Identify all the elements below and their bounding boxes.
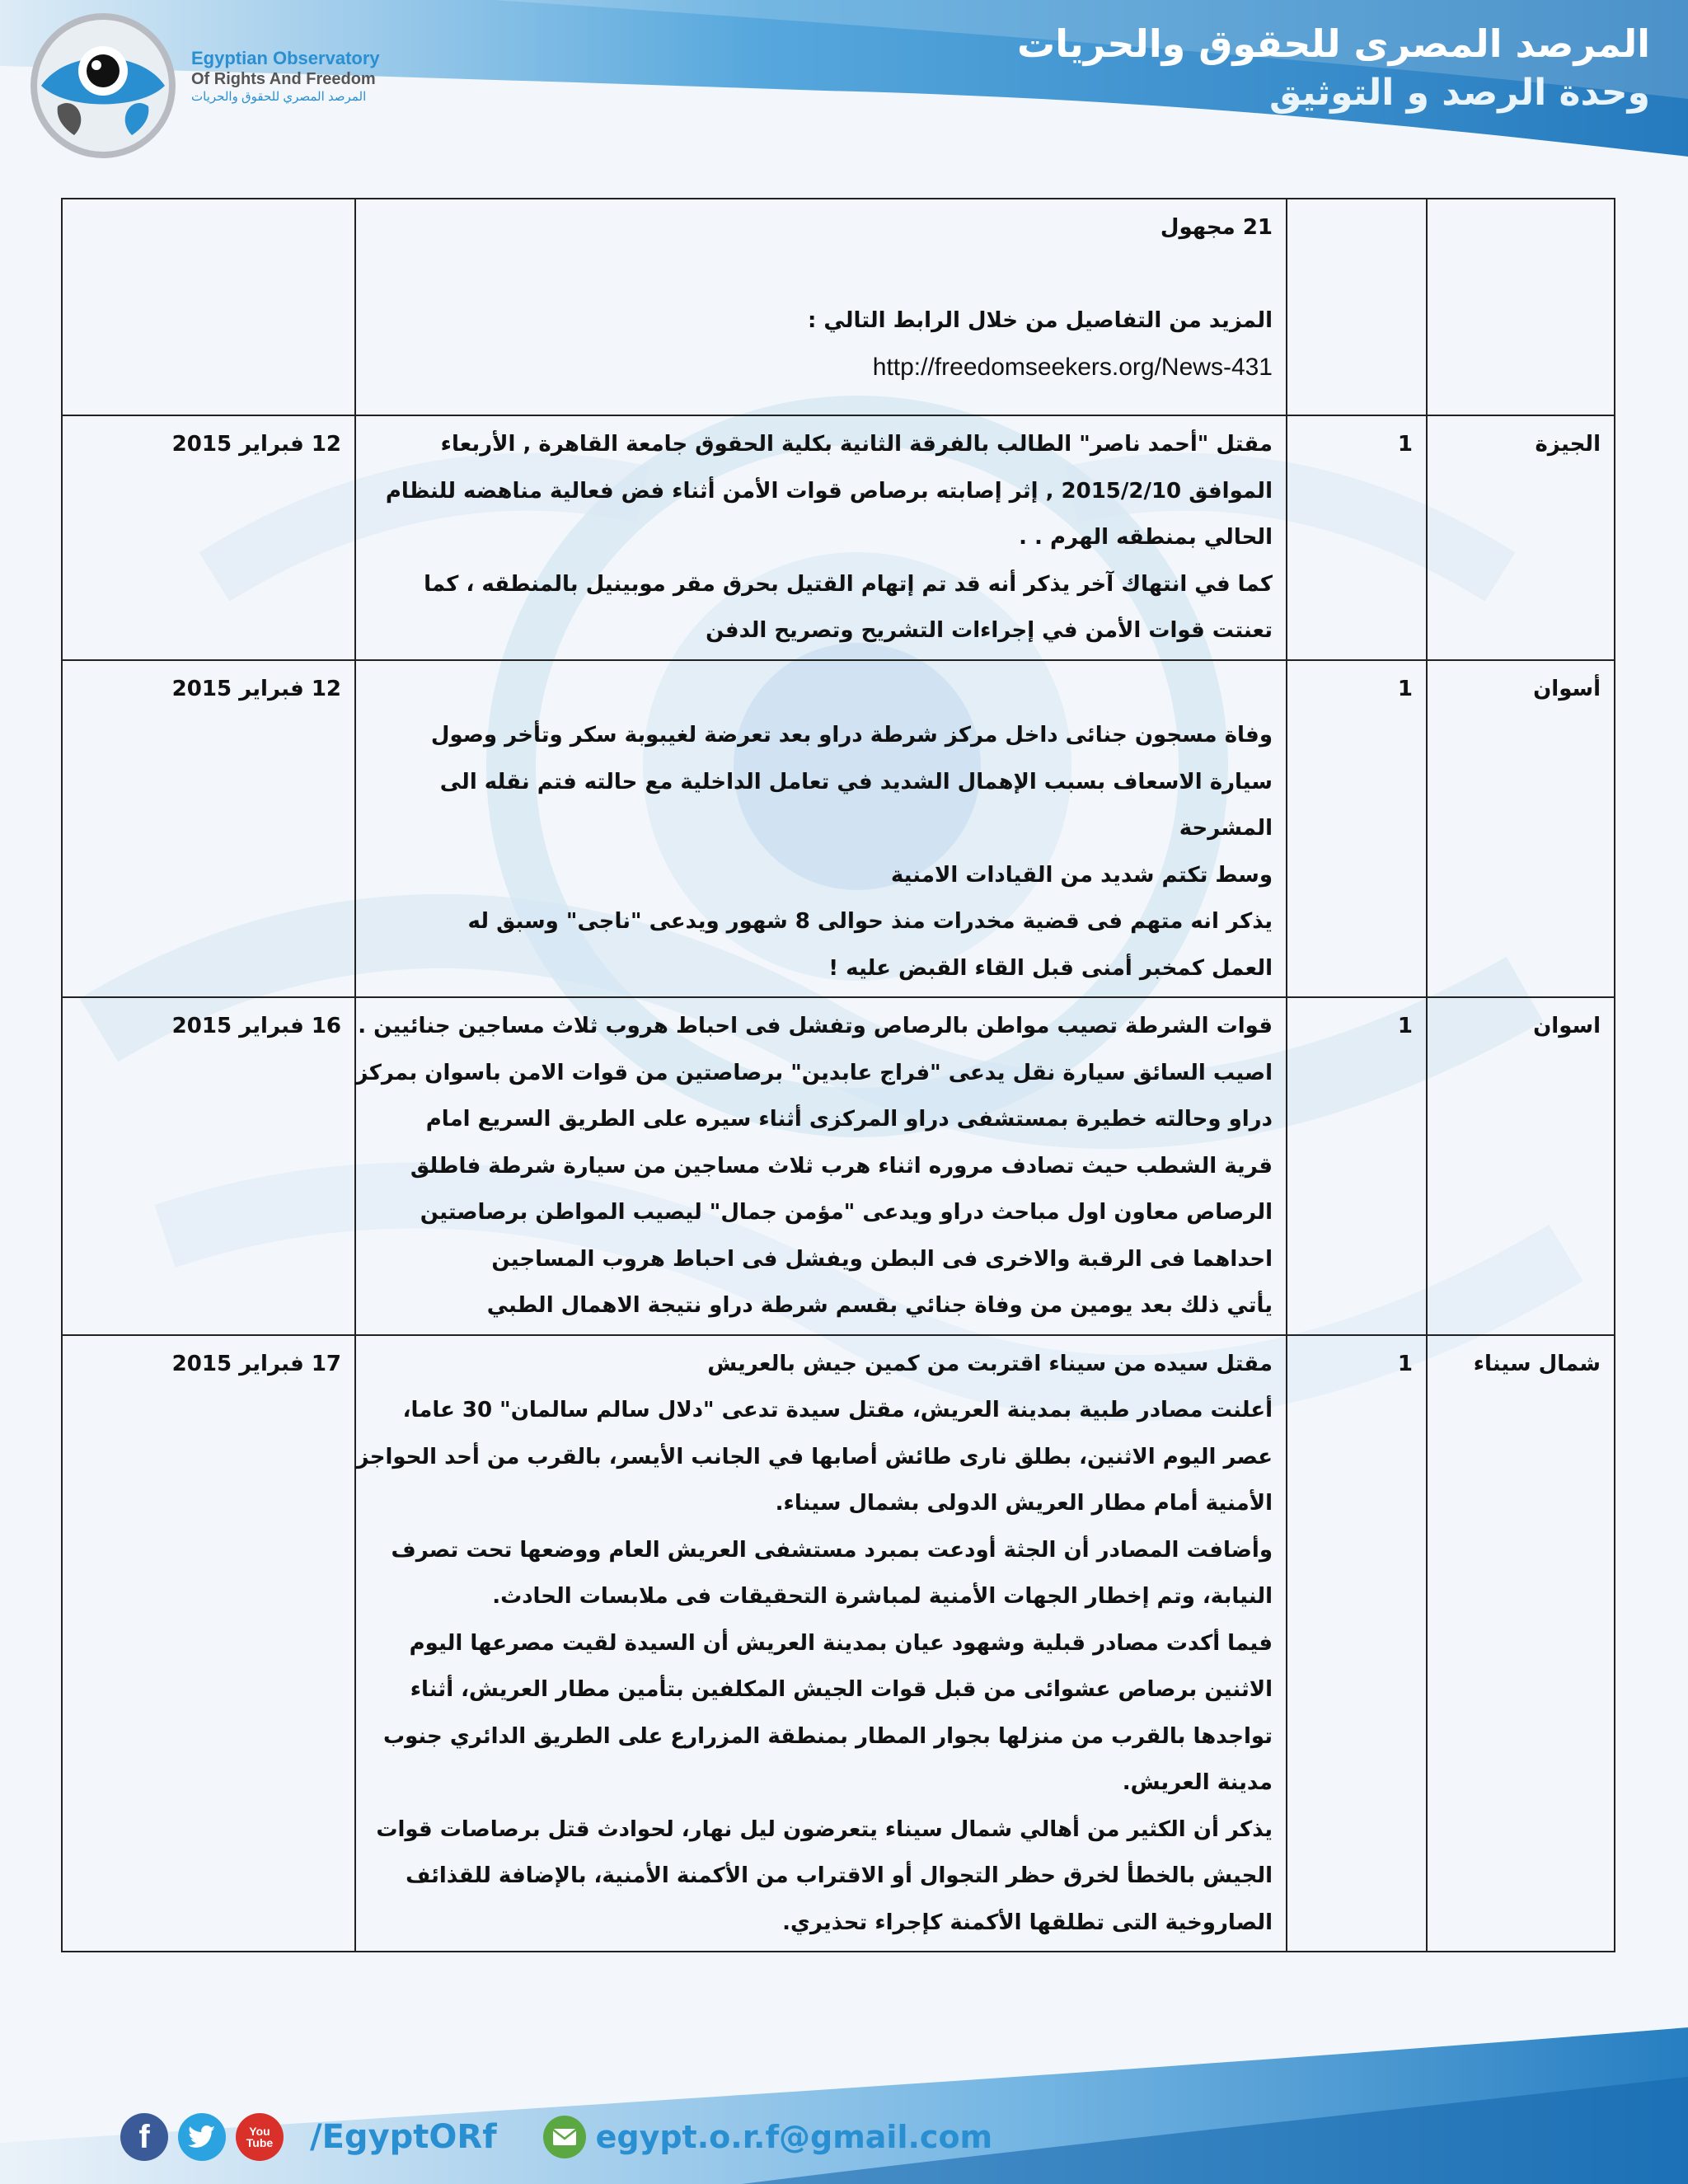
envelope-icon <box>552 2128 577 2146</box>
details-line: مدينة العريش. <box>1122 1770 1273 1795</box>
count-cell: 1 <box>1287 415 1427 660</box>
details-cell <box>355 415 1287 660</box>
youtube-icon[interactable] <box>236 2113 284 2161</box>
logo-english-line1: Egyptian Observatory <box>191 48 380 68</box>
details-line: تواجدها بالقرب من منزلها بجوار المطار بمنطقة المزرارع على الطريق الدائري جنوب <box>382 1723 1273 1749</box>
table-row <box>62 1335 1615 1952</box>
facebook-icon[interactable] <box>120 2113 168 2161</box>
youtube-label <box>246 2125 273 2149</box>
youtube-label-line2: Tube <box>246 2136 274 2149</box>
footer <box>120 2110 992 2164</box>
details-line: الأمنية أمام مطار العريش الدولى بشمال سيناء. <box>775 1491 1273 1516</box>
details-line: قوات الشرطة تصيب مواطن بالرصاص وتفشل فى احباط هروب ثلاث مساجين جنائيين . <box>358 1014 1273 1038</box>
table-row <box>62 415 1615 660</box>
details-line: عصر اليوم الاثنين، بطلق نارى طائش أصابها في الجانب الأيسر، بالقرب من أحد الحواجز <box>356 1444 1273 1469</box>
details-line: مقتل سيده من سيناء اقتربت من كمين جيش بالعريش <box>707 1351 1273 1376</box>
social-handle[interactable]: /EgyptORf <box>310 2118 497 2156</box>
details-line: قرية الشطب حيث تصادف مروره اثناء هرب ثلاث مساجين من سيارة شرطة فاطلق <box>410 1153 1273 1179</box>
governorate-cell: اسوان <box>1427 997 1615 1335</box>
twitter-icon[interactable] <box>178 2113 226 2161</box>
details-line: يذكر أن الكثير من أهالي شمال سيناء يتعرضون ليل نهار، لحوادث قتل برصاصات قوات <box>376 1816 1273 1842</box>
details-line: أعلنت مصادر طبية بمدينة العريش، مقتل سيدة تدعى "دلال سالم سالمان" 30 عاما، <box>402 1398 1273 1422</box>
email-address[interactable]: egypt.o.r.f@gmail.com <box>595 2119 993 2155</box>
records-table-container <box>61 198 1614 1952</box>
details-cell <box>355 997 1287 1335</box>
details-line: الرصاص معاون اول مباحث دراو ويدعى "مؤمن جمال" ليصيب المواطن برصاصتين <box>420 1200 1273 1225</box>
email-icon <box>543 2116 586 2158</box>
details-line: وسط تكتم شديد من القيادات الامنية <box>890 862 1273 888</box>
details-line: يذكر انه متهم فى قضية مخدرات منذ حوالى 8 شهور ويدعى "ناجى" وسبق له <box>467 909 1273 934</box>
eye-logo-icon <box>25 12 181 160</box>
details-line: تعنتت قوات الأمن في إجراءات التشريح وتصريح الدفن <box>706 618 1273 643</box>
logo-arabic-line: المرصد المصري للحقوق والحريات <box>191 90 367 104</box>
logo-english-line2: Of Rights And Freedom <box>191 70 376 88</box>
header-title: المرصد المصرى للحقوق والحريات <box>1017 21 1650 66</box>
count-cell: 1 <box>1287 997 1427 1335</box>
count-cell <box>1287 199 1427 415</box>
date-cell: 12 فبراير 2015 <box>62 660 355 998</box>
header-titles <box>1017 18 1650 117</box>
details-cell <box>355 1335 1287 1952</box>
date-cell: 12 فبراير 2015 <box>62 415 355 660</box>
details-line: العمل كمخبر أمنى قبل القاء القبض عليه ! <box>828 955 1273 981</box>
details-line: دراو وحالته خطيرة بمستشفى دراو المركزى أثناء سيره على الطريق السريع امام <box>425 1107 1273 1132</box>
details-line: سيارة الاسعاف بسبب الإهمال الشديد في تعامل الداخلية مع حالته فتم نقله الى <box>439 769 1273 794</box>
count-cell: 1 <box>1287 1335 1427 1952</box>
twitter-bird-icon <box>188 2125 216 2149</box>
details-line: كما في انتهاك آخر يذكر أنه قد تم إتهام القتيل بحرق مقر موبينيل بالمنطقه ، كما <box>424 571 1273 597</box>
governorate-cell: شمال سيناء <box>1427 1335 1615 1952</box>
details-line: 21 مجهول <box>1160 215 1273 240</box>
details-line: وأضافت المصادر أن الجثة أودعت بمبرد مستشفى العريش العام ووضعها تحت تصرف <box>391 1537 1273 1563</box>
count-cell: 1 <box>1287 660 1427 998</box>
details-spacer <box>369 666 1273 713</box>
details-line: احداهما فى الرقبة والاخرى فى البطن ويفشل فى احباط هروب المساجين <box>491 1246 1273 1272</box>
details-line: الصاروخية التى تطلقها الأكمنة كإجراء تحذيري. <box>782 1910 1273 1935</box>
details-link[interactable]: http://freedomseekers.org/News-431 <box>872 353 1273 381</box>
details-line: فيما أكدت مصادر قبلية وشهود عيان بمدينة العريش أن السيدة لقيت مصرعها اليوم <box>409 1630 1273 1656</box>
details-cell <box>355 199 1287 415</box>
governorate-cell: الجيزة <box>1427 415 1615 660</box>
table-row <box>62 997 1615 1335</box>
details-line: وفاة مسجون جنائى داخل مركز شرطة دراو بعد تعرضة لغيبوبة سكر وتأخر وصول <box>430 723 1273 748</box>
header-subtitle: وحدة الرصد و التوثيق <box>1269 72 1650 114</box>
details-line: الاثنين برصاص عشوائى من قبل قوات الجيش المكلفين بتأمين مطار العريش، أثناء <box>410 1677 1273 1702</box>
date-cell <box>62 199 355 415</box>
details-line: الحالي بمنطقه الهرم . . <box>1019 525 1273 550</box>
youtube-label-line1: You <box>249 2125 270 2138</box>
details-line: النيابة، وتم إخطار الجهات الأمنية لمباشرة التحقيقات فى ملابسات الحادث. <box>492 1584 1273 1609</box>
date-cell: 16 فبراير 2015 <box>62 997 355 1335</box>
date-cell: 17 فبراير 2015 <box>62 1335 355 1952</box>
details-line: المشرحة <box>1179 816 1273 841</box>
table-row <box>62 199 1615 415</box>
organization-logo <box>25 12 181 160</box>
details-spacer <box>369 251 1273 298</box>
governorate-cell: أسوان <box>1427 660 1615 998</box>
details-line: الموافق 2015/2/10 , إثر إصابته برصاص قوات الأمن أثناء فض فعالية مناهضه للنظام <box>385 478 1273 504</box>
details-line: المزيد من التفاصيل من خلال الرابط التالي : <box>807 308 1273 333</box>
details-line: اصيب السائق سيارة نقل يدعى "فراج عابدين" برصاصتين من قوات الامن باسوان بمركز <box>355 1060 1273 1085</box>
governorate-cell <box>1427 199 1615 415</box>
facebook-glyph: f <box>138 2118 150 2155</box>
logo-text <box>191 48 380 105</box>
details-line: الجيش بالخطأ لخرق حظر التجوال أو الاقتراب من الأكمنة الأمنية، بالإضافة للقذائف <box>406 1863 1273 1888</box>
details-line: يأتي ذلك بعد يومين من وفاة جنائي بقسم شرطة دراو نتيجة الاهمال الطبي <box>486 1293 1273 1318</box>
details-cell <box>355 660 1287 998</box>
records-table <box>61 198 1615 1952</box>
details-line: مقتل "أحمد ناصر" الطالب بالفرقة الثانية بكلية الحقوق جامعة القاهرة , الأربعاء <box>440 432 1273 457</box>
table-row <box>62 660 1615 998</box>
